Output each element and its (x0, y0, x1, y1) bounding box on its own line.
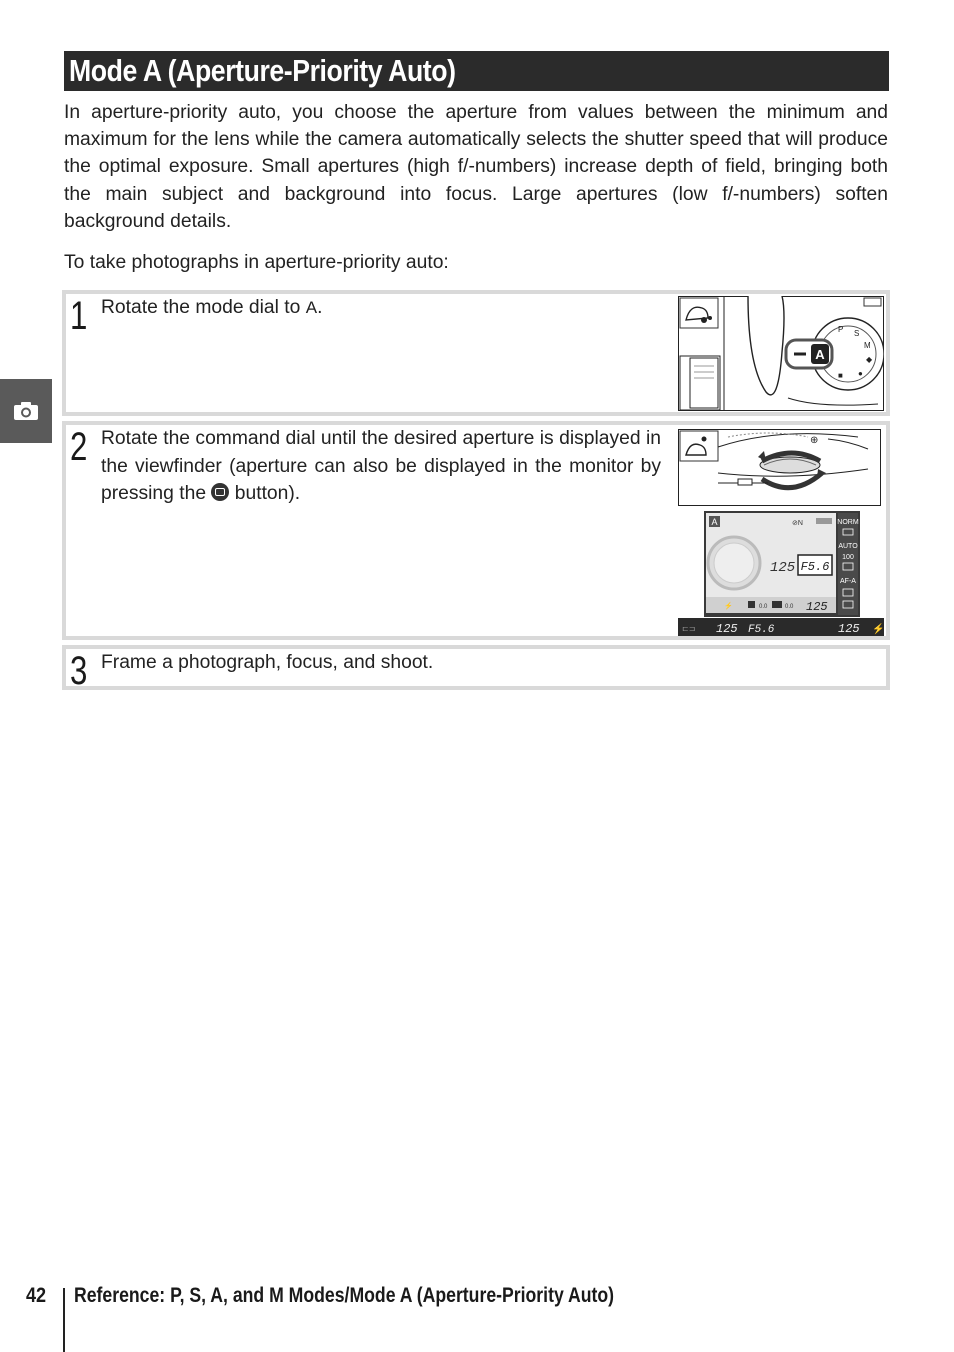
step-text-part: Rotate the command dial until the desired aperture is displayed in the viewfinder (aperture can also be displayed in the monitor by pressing the (101, 428, 661, 504)
monitor-bottom-shutter: 125 (806, 600, 828, 614)
step-1 (62, 290, 890, 416)
monitor-quality: NORM (837, 519, 859, 526)
monitor-iso: 100 (842, 554, 854, 561)
svg-text:⚡: ⚡ (872, 624, 884, 635)
page-title-text: Mode A (Aperture-Priority Auto) (69, 53, 456, 88)
page-title (64, 51, 889, 91)
svg-text:⊏⊐: ⊏⊐ (682, 624, 696, 633)
mode-dial-illustration (678, 296, 884, 412)
step-number: 3 (70, 649, 88, 693)
viewfinder-shutter: 125 (716, 622, 738, 636)
svg-text:M: M (864, 341, 871, 350)
monitor-shutter: 125 (770, 560, 796, 576)
monitor-af-mode: AF-A (840, 578, 856, 585)
page-number: 42 (26, 1284, 47, 1307)
svg-text:S: S (854, 329, 860, 338)
monitor-illustration (704, 511, 860, 617)
step-text-part: Rotate the mode dial to (101, 297, 306, 318)
monitor-wb: AUTO (838, 543, 858, 550)
footer-breadcrumb: Reference: P, S, A, and M Modes/Mode A (Aperture-Priority Auto) (74, 1284, 615, 1307)
svg-text:P: P (838, 325, 844, 334)
svg-text:⚡: ⚡ (724, 603, 733, 610)
step-text (101, 294, 661, 322)
svg-text:⊘N: ⊘N (792, 520, 803, 527)
info-button-icon (211, 483, 229, 501)
svg-text:⊕: ⊕ (810, 435, 819, 446)
svg-text:●: ● (858, 369, 863, 378)
viewfinder-illustration (678, 618, 884, 636)
footer-divider (63, 1288, 65, 1352)
svg-text:◆: ◆ (866, 355, 873, 364)
section-tab (0, 379, 52, 443)
step-3 (62, 645, 890, 693)
monitor-bottom-value: 0.0 (785, 604, 794, 610)
step-number: 1 (70, 294, 88, 338)
camera-icon (13, 401, 39, 421)
command-dial-illustration (678, 429, 884, 507)
svg-text:■: ■ (838, 371, 843, 380)
viewfinder-aperture: F5.6 (748, 624, 775, 636)
monitor-aperture: F5.6 (800, 560, 830, 574)
step-text-part: button). (229, 483, 301, 504)
step-number: 2 (70, 425, 88, 469)
viewfinder-count: 125 (838, 622, 860, 636)
intro-paragraph: In aperture-priority auto, you choose the aperture from values between the minimum and maximum for the lens while the camera automatically selects the shutter speed that will produce the optimal exposure. Small apertures (high f/-numbers) increase depth of field, bringing both the main subject and background into focus. Large apertures (low f/-numbers) soften background details. (64, 102, 888, 232)
step-text-part: . (317, 297, 323, 318)
mode-dial-label: A (815, 347, 825, 362)
step-text: Frame a photograph, focus, and shoot. (101, 652, 434, 673)
monitor-mode: A (711, 517, 718, 527)
lead-sentence: To take photographs in aperture-priority auto: (64, 252, 449, 273)
step-text (101, 425, 661, 508)
monitor-bottom-value: 0.0 (759, 604, 768, 610)
step-2 (62, 421, 890, 640)
mode-glyph: A (305, 298, 318, 317)
